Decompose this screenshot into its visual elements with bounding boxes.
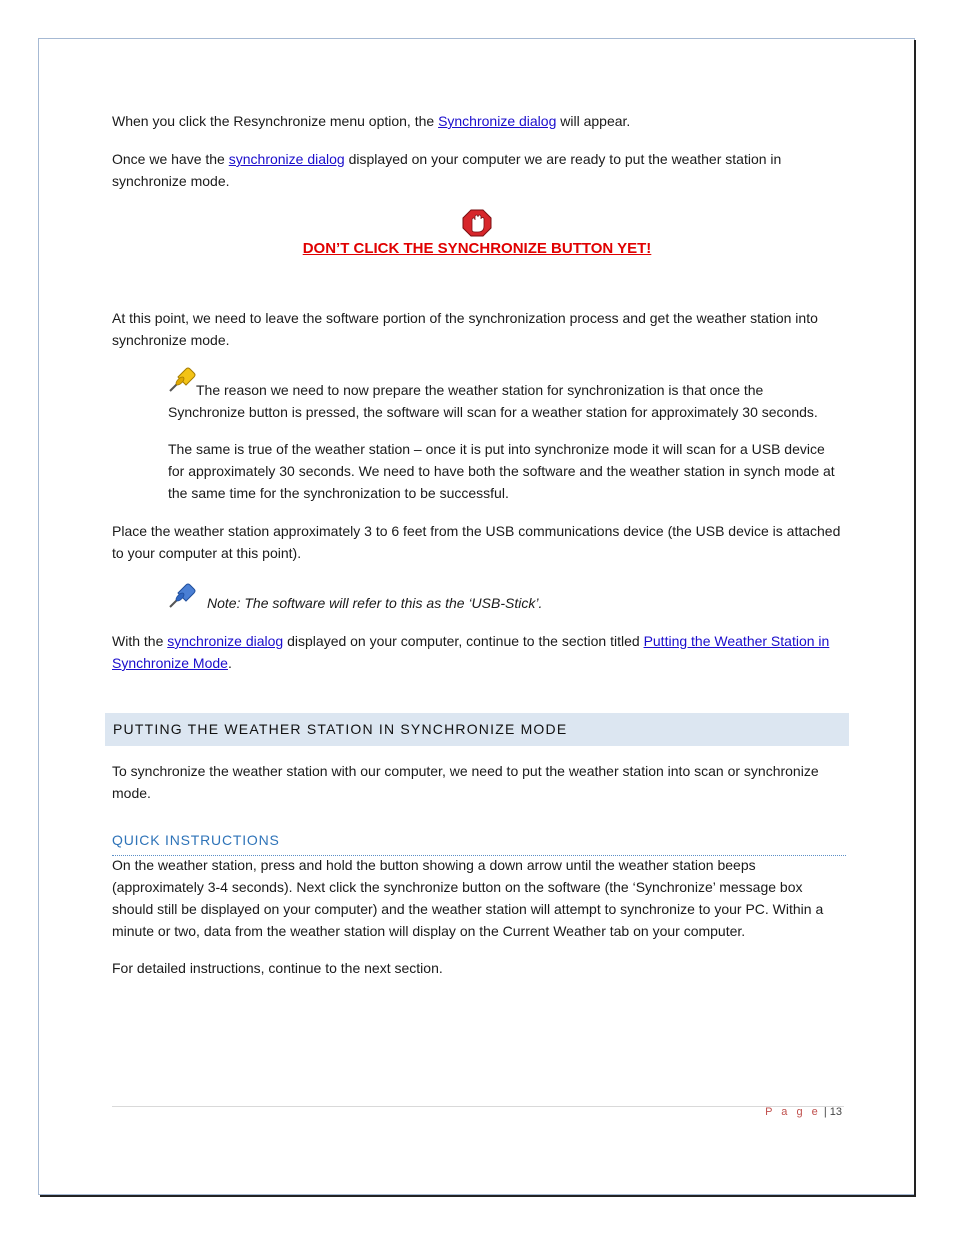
section-heading: PUTTING THE WEATHER STATION IN SYNCHRONIZE MODE [105,713,849,746]
footer-divider [112,1106,844,1107]
page-footer [765,1106,842,1118]
text: Once we have the [112,151,229,167]
footer-separator: | [820,1106,830,1118]
paragraph-detailed: For detailed instructions, continue to the next section. [112,960,443,976]
paragraph-with-the [112,630,842,674]
page-number: 13 [829,1106,842,1118]
synchronize-dialog-link[interactable]: Synchronize dialog [438,113,557,129]
paragraph-resync [112,110,842,132]
text: With the [112,633,168,649]
warning-heading: DON’T CLICK THE SYNCHRONIZE BUTTON YET! [302,240,652,257]
text: displayed on your computer we are ready to put the weather station in synchronize mode. [112,151,782,189]
paragraph-same-true: The same is true of the weather station – once it is put into synchronize mode it will scan for a USB device for approximately 30 seconds. We need to have both the software and the weather station in synch mode at the same time for the synchronization to be successful. [168,441,835,501]
paragraph-at-this-point: At this point, we need to leave the software portion of the synchronization process and get the weather station into synchronize mode. [112,310,818,348]
text: When you click the Resynchronize menu option, the [112,113,439,129]
paragraph-once [112,148,842,192]
page-shadow-bottom [40,1195,916,1197]
page-label: P a g e [765,1106,821,1118]
text: displayed on your computer, continue to the section titled [283,633,644,649]
text: will appear. [556,113,631,129]
paragraph-to-synchronize: To synchronize the weather station with our computer, we need to put the weather station into scan or synchronize mode. [112,763,819,801]
page-shadow-right [914,40,916,1197]
stop-hand-icon [462,209,492,237]
note-usb-stick: Note: The software will refer to this as the ‘USB-Stick’. [207,595,543,611]
synchronize-dialog-link[interactable]: synchronize dialog [228,151,345,167]
paragraph-place-station: Place the weather station approximately 3 to 6 feet from the USB communications device (the USB device is attached to your computer at this point). [112,523,841,561]
paragraph-tip-reason: The reason we need to now prepare the weather station for synchronization is that once the Synchronize button is pressed, the software will scan for a weather station for approximately 30 seconds. [168,382,818,420]
subheading-quick-instructions: QUICK INSTRUCTIONS [112,829,846,856]
section-link[interactable]: Putting the Weather Station in Synchronize Mode [112,633,830,671]
paragraph-quick-steps: On the weather station, press and hold the button showing a down arrow until the weather station beeps (approximately 3-4 seconds). Next click the synchronize button on the software (the ‘Synchronize’ message box should still be displayed on your computer) and the weather station will attempt to synchronize to your PC. Within a minute or two, data from the weather station will display on the Current Weather tab on your computer. [112,857,824,939]
synchronize-dialog-link[interactable]: synchronize dialog [167,633,284,649]
text: . [227,655,232,671]
